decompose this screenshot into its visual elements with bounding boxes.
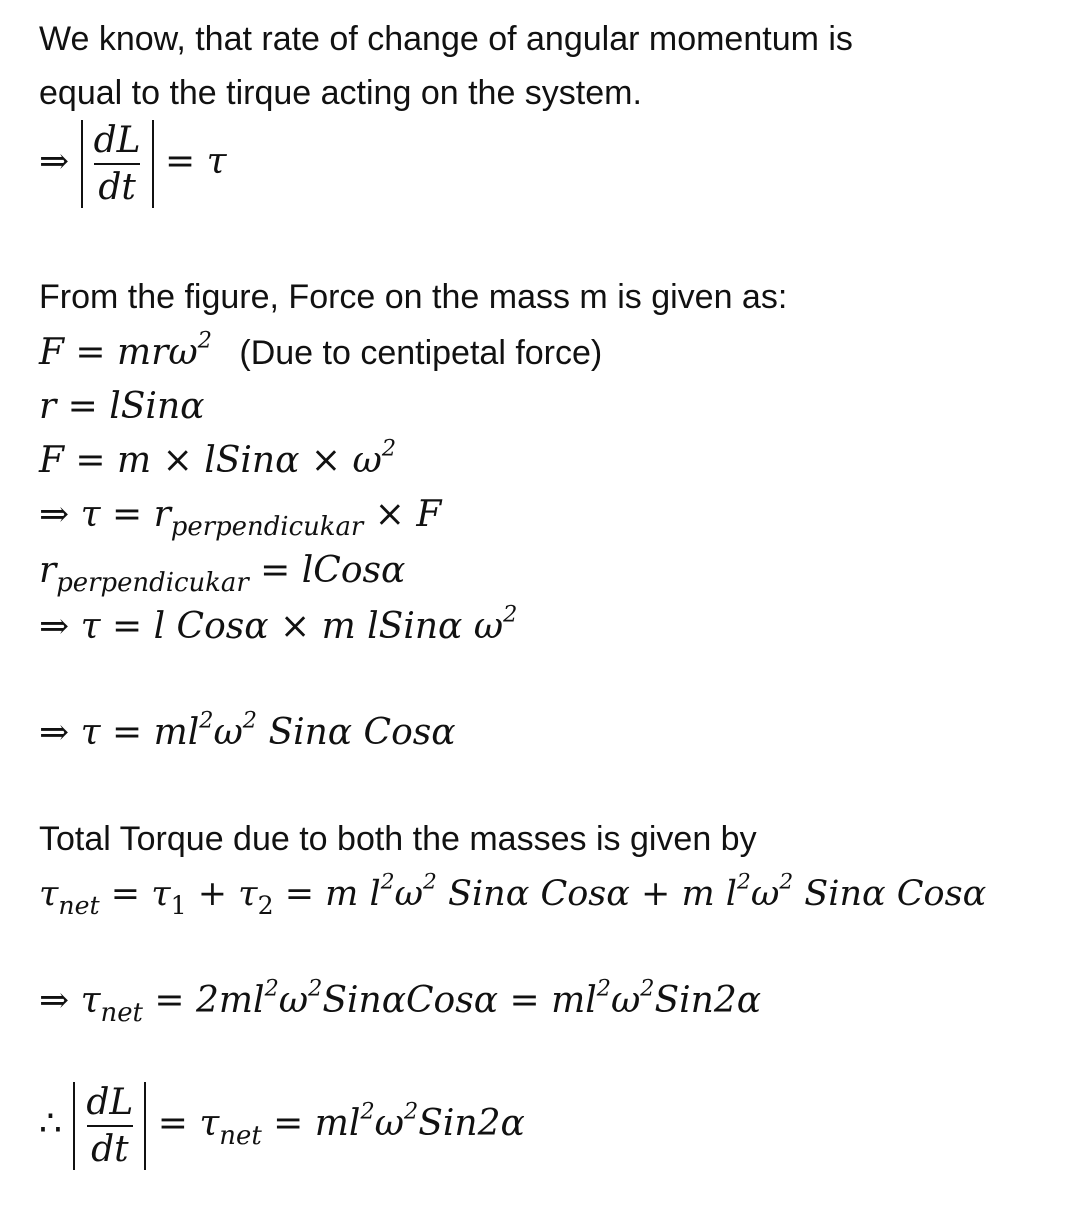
fraction-numerator: dL — [93, 120, 141, 161]
eq-text: Sin2α — [418, 1103, 525, 1144]
fraction-numerator: dL — [86, 1082, 134, 1123]
exponent: 2 — [199, 707, 214, 734]
eq-text: ω — [374, 1103, 404, 1144]
eq-text: Sinα Cosα — [257, 712, 456, 753]
eq-text: SinαCosα = ml — [322, 980, 597, 1021]
eq-text: F = mrω — [39, 332, 198, 373]
subscript: net — [58, 890, 100, 920]
subscript: net — [100, 998, 143, 1029]
implies-symbol: ⇒ — [39, 141, 70, 182]
eq-text: ω — [278, 980, 309, 1021]
fraction-denominator: dt — [94, 163, 140, 208]
exponent: 2 — [404, 1098, 419, 1125]
exponent: 2 — [380, 869, 395, 895]
eq-centripetal-force — [39, 327, 603, 373]
exponent: 2 — [360, 1098, 375, 1125]
fraction — [82, 1082, 137, 1170]
eq-torque-definition — [39, 494, 442, 543]
exponent: 2 — [423, 869, 437, 895]
exponent: 2 — [503, 601, 518, 628]
exponent: 2 — [737, 869, 751, 895]
eq-text: Sinα Cosα — [793, 874, 987, 914]
eq-net-torque — [39, 869, 987, 920]
force-heading: From the figure, Force on the mass m is given as: — [39, 278, 788, 316]
subscript: net — [219, 1121, 262, 1152]
eq-text: + τ — [186, 874, 258, 914]
eq-text: = τ — [157, 1103, 220, 1144]
eq-radius: r = lSinα — [39, 386, 205, 427]
eq-angular-momentum-rate — [39, 120, 227, 208]
subscript: perpendicukar — [170, 512, 364, 543]
exponent: 2 — [197, 327, 212, 354]
eq-text: = 2ml — [142, 980, 265, 1021]
exponent: 2 — [242, 707, 257, 734]
eq-note: (Due to centipetal force) — [239, 334, 603, 372]
eq-rhs: = τ — [165, 141, 227, 182]
eq-text: ⇒ τ = r — [39, 494, 171, 535]
eq-net-torque-simplified — [39, 975, 762, 1029]
eq-text: ω — [213, 712, 243, 753]
eq-text: Sin2α — [654, 980, 762, 1021]
exponent: 2 — [779, 869, 794, 895]
subscript: 1 — [170, 890, 187, 920]
eq-text: = m l — [273, 874, 381, 914]
eq-torque-result — [39, 707, 456, 753]
intro-line-1: We know, that rate of change of angular momentum is — [39, 20, 853, 58]
eq-text: ω — [394, 874, 424, 914]
eq-text: ω — [750, 874, 780, 914]
eq-text: = lCosα — [260, 550, 406, 591]
eq-text: τ — [39, 874, 59, 914]
abs-value — [81, 120, 154, 208]
fraction-denominator: dt — [87, 1125, 133, 1170]
total-torque-heading: Total Torque due to both the masses is given by — [39, 820, 757, 858]
intro-line-2: equal to the tirque acting on the system. — [39, 74, 642, 112]
exponent: 2 — [596, 975, 611, 1002]
eq-torque-substituted — [39, 601, 518, 647]
exponent: 2 — [640, 975, 655, 1002]
eq-text: ⇒ τ = l Cosα × m lSinα ω — [39, 606, 504, 647]
subscript: perpendicukar — [56, 568, 249, 599]
exponent: 2 — [308, 975, 323, 1002]
eq-final-result — [39, 1082, 525, 1170]
eq-text: ω — [610, 980, 641, 1021]
eq-text: Sinα Cosα + m l — [436, 874, 737, 914]
eq-text: ⇒ τ — [39, 980, 101, 1021]
eq-force-expanded — [39, 435, 397, 481]
subscript: 2 — [257, 890, 274, 920]
fraction — [90, 120, 145, 208]
therefore-symbol: ∴ — [39, 1103, 62, 1144]
eq-text: = ml — [261, 1103, 361, 1144]
exponent: 2 — [264, 975, 279, 1002]
exponent: 2 — [381, 435, 397, 462]
eq-text: F = m × lSinα × ω — [39, 440, 382, 481]
abs-value — [73, 1082, 146, 1170]
eq-text: ⇒ τ = ml — [39, 712, 200, 753]
eq-r-perpendicular — [39, 550, 406, 599]
eq-text: × F — [374, 494, 442, 535]
eq-text: = τ — [99, 874, 171, 914]
eq-text: r — [39, 550, 57, 591]
